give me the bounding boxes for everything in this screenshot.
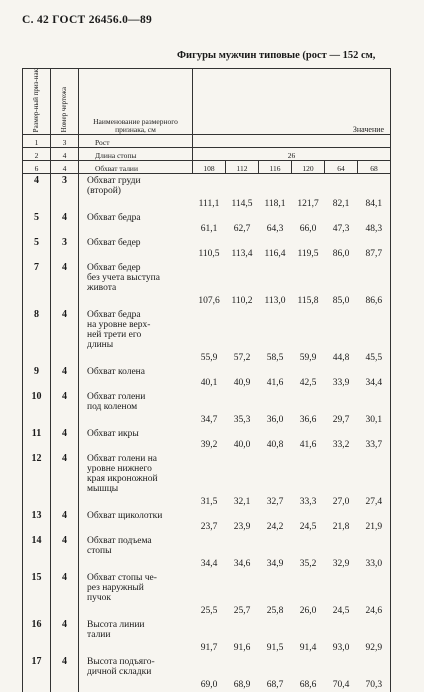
waist-value: 120 (292, 161, 325, 174)
name-line: Обхват щиколотки (87, 510, 163, 521)
cell-value: 68,6 (299, 680, 317, 691)
table-row (23, 308, 391, 365)
cell-value: 41,6 (266, 378, 284, 389)
cell-value: 59,9 (299, 353, 317, 364)
name-line: без учета выступа (87, 272, 160, 283)
cell-value: 62,7 (233, 224, 251, 235)
cell-name (79, 452, 193, 509)
cell-value: 44,8 (332, 353, 350, 364)
cell-name (79, 174, 193, 211)
cell-value: 121,7 (297, 199, 319, 210)
cell-value: 87,7 (358, 236, 391, 261)
cell-n2: 4 (51, 534, 79, 571)
cell-value: 110,2 (231, 296, 253, 307)
name-line: дичной складки (87, 666, 152, 677)
cell-value: 35,2 (299, 559, 317, 570)
cell-n2: 4 (51, 655, 79, 692)
cell-value: 70,3 (358, 655, 391, 692)
cell-value: 69,0 (200, 680, 218, 691)
cell-n1: 10 (23, 390, 51, 427)
cell-value: 91,4 (299, 643, 317, 654)
cell-value: 36,0 (266, 415, 284, 426)
cell-n2: 4 (51, 390, 79, 427)
cell-name (79, 509, 193, 534)
cell-value: 110,5 (198, 249, 220, 260)
col-feature-number-header: Размер-ный приз-нак (23, 69, 51, 135)
cell-value: 40,9 (233, 378, 251, 389)
cell-value: 35,3 (233, 415, 251, 426)
name-line: Обхват бедра (87, 212, 141, 223)
cell-n2: 4 (51, 571, 79, 618)
name-line: Обхват бедер (87, 262, 141, 273)
cell-value: 107,6 (198, 296, 220, 307)
cell-value: 24,5 (332, 606, 350, 617)
cell-n2: 3 (51, 135, 79, 148)
cell-value: 25,8 (266, 606, 284, 617)
cell-value: 118,1 (264, 199, 286, 210)
name-line: Высота подъяго- (87, 656, 155, 667)
cell-value: 47,3 (332, 224, 350, 235)
cell-value: 91,7 (200, 643, 218, 654)
cell-value: 34,7 (200, 415, 218, 426)
cell-name (79, 236, 193, 261)
name-line: под коленом (87, 401, 138, 412)
cell-value: 84,1 (358, 174, 391, 211)
col-part-number-header: Номер чертежа (51, 69, 79, 135)
cell-n1: 4 (23, 174, 51, 211)
cell-n1: 15 (23, 571, 51, 618)
name-line: живота (87, 283, 117, 294)
cell-n1: 17 (23, 655, 51, 692)
cell-value: 92,9 (358, 618, 391, 655)
cell-value: 93,0 (332, 643, 350, 654)
cell-value: 40,0 (233, 440, 251, 451)
table-row (23, 618, 391, 655)
cell-n1: 1 (23, 135, 51, 148)
cell-value: 68,9 (233, 680, 251, 691)
row-height (23, 135, 391, 148)
cell-n1: 5 (23, 236, 51, 261)
cell-value: 24,5 (299, 522, 317, 533)
measurements-table (22, 68, 391, 692)
cell-n1: 14 (23, 534, 51, 571)
cell-value: 36,6 (299, 415, 317, 426)
cell-value: 26,0 (299, 606, 317, 617)
row-waist (23, 161, 391, 174)
cell-n2: 4 (51, 452, 79, 509)
name-line: Обхват икры (87, 428, 139, 439)
cell-name (79, 308, 193, 365)
cell-name (79, 365, 193, 390)
cell-n2: 4 (51, 211, 79, 236)
cell-value: 55,9 (200, 353, 218, 364)
table-row (23, 236, 391, 261)
cell-value: 86,6 (358, 261, 391, 308)
waist-value: 64 (325, 161, 358, 174)
cell-value: 57,2 (233, 353, 251, 364)
cell-n1: 11 (23, 427, 51, 452)
cell-value: 64,3 (266, 224, 284, 235)
name-line: Обхват голени (87, 391, 146, 402)
table-row (23, 211, 391, 236)
table-row (23, 427, 391, 452)
cell-value: 40,1 (200, 378, 218, 389)
cell-value: 27,0 (332, 497, 350, 508)
cell-value: 25,7 (233, 606, 251, 617)
row-foot (23, 148, 391, 161)
cell-n1: 13 (23, 509, 51, 534)
table-row (23, 261, 391, 308)
cell-value: 33,9 (332, 378, 350, 389)
cell-n1: 6 (23, 161, 51, 174)
cell-n2: 4 (51, 161, 79, 174)
cell-value: 45,5 (358, 308, 391, 365)
table-row (23, 571, 391, 618)
cell-name: Длина стопы (79, 148, 193, 161)
cell-value: 32,1 (233, 497, 251, 508)
cell-n2: 4 (51, 148, 79, 161)
cell-value: 21,9 (358, 509, 391, 534)
cell-value: 33,0 (358, 534, 391, 571)
cell-n2: 4 (51, 427, 79, 452)
cell-value: 21,8 (332, 522, 350, 533)
cell-n1: 2 (23, 148, 51, 161)
cell-value: 115,8 (297, 296, 319, 307)
cell-value: 70,4 (332, 680, 350, 691)
table-row (23, 174, 391, 211)
cell-value: 86,0 (332, 249, 350, 260)
cell-value: 23,7 (200, 522, 218, 533)
cell-name (79, 211, 193, 236)
cell-value: 29,7 (332, 415, 350, 426)
name-line: Обхват колена (87, 366, 145, 377)
cell-name (79, 571, 193, 618)
table-row (23, 365, 391, 390)
cell-value: 26 (193, 148, 391, 161)
cell-value: 31,5 (200, 497, 218, 508)
cell-value: 34,4 (358, 365, 391, 390)
cell-value (193, 135, 391, 148)
cell-value: 34,6 (233, 559, 251, 570)
cell-value: 113,4 (231, 249, 253, 260)
cell-value: 30,1 (358, 390, 391, 427)
name-line: Обхват подъема (87, 535, 152, 546)
waist-value: 112 (226, 161, 259, 174)
cell-value: 39,2 (200, 440, 218, 451)
cell-value: 91,6 (233, 643, 251, 654)
name-line: стопы (87, 545, 112, 556)
cell-value: 24,6 (358, 571, 391, 618)
name-line: уровне нижнего (87, 463, 152, 474)
cell-value: 42,5 (299, 378, 317, 389)
cell-name (79, 427, 193, 452)
col-name-header: Наименование размерного признака, см (79, 69, 193, 135)
cell-value: 40,8 (266, 440, 284, 451)
name-line: Обхват стопы че- (87, 572, 157, 583)
name-line: ней трети его (87, 330, 142, 341)
cell-value: 33,3 (299, 497, 317, 508)
name-line: мышцы (87, 484, 119, 495)
cell-n1: 9 (23, 365, 51, 390)
cell-name: Рост (79, 135, 193, 148)
name-line: длины (87, 340, 114, 351)
cell-value: 91,5 (266, 643, 284, 654)
cell-n1: 8 (23, 308, 51, 365)
cell-n2: 4 (51, 308, 79, 365)
cell-n2: 4 (51, 509, 79, 534)
cell-n2: 4 (51, 365, 79, 390)
cell-n2: 3 (51, 174, 79, 211)
col-value-header: Значение (193, 69, 391, 135)
name-line: Обхват голени на (87, 453, 158, 464)
table-caption: Фигуры мужчин типовые (рост — 152 см, (177, 50, 376, 61)
cell-value: 41,6 (299, 440, 317, 451)
name-line: Обхват бедер (87, 237, 141, 248)
cell-n1: 7 (23, 261, 51, 308)
header-row (23, 69, 391, 135)
cell-name (79, 534, 193, 571)
cell-name (79, 261, 193, 308)
cell-value: 85,0 (332, 296, 350, 307)
cell-value: 34,9 (266, 559, 284, 570)
cell-n2: 4 (51, 261, 79, 308)
cell-value: 48,3 (358, 211, 391, 236)
cell-name (79, 618, 193, 655)
name-line: Обхват бедра (87, 309, 141, 320)
name-line: на уровне верх- (87, 319, 151, 330)
cell-n2: 4 (51, 618, 79, 655)
cell-value: 114,5 (231, 199, 253, 210)
name-line: талии (87, 629, 111, 640)
waist-value: 108 (193, 161, 226, 174)
table-row (23, 655, 391, 692)
name-line: пучок (87, 593, 111, 604)
cell-name (79, 655, 193, 692)
waist-value: 116 (259, 161, 292, 174)
cell-value: 25,5 (200, 606, 218, 617)
cell-value: 116,4 (264, 249, 286, 260)
table-row (23, 390, 391, 427)
cell-name: Обхват талии (79, 161, 193, 174)
cell-value: 68,7 (266, 680, 284, 691)
name-line: рез наружный (87, 582, 144, 593)
cell-value: 82,1 (332, 199, 350, 210)
cell-value: 58,5 (266, 353, 284, 364)
name-line: Обхват груди (87, 176, 141, 187)
cell-value: 111,1 (198, 199, 220, 210)
cell-n1: 12 (23, 452, 51, 509)
cell-n1: 16 (23, 618, 51, 655)
cell-n2: 3 (51, 236, 79, 261)
cell-value: 24,2 (266, 522, 284, 533)
cell-value: 113,0 (264, 296, 286, 307)
cell-value: 32,9 (332, 559, 350, 570)
cell-value: 119,5 (297, 249, 319, 260)
cell-value: 23,9 (233, 522, 251, 533)
table-row (23, 509, 391, 534)
table-row (23, 534, 391, 571)
cell-value: 61,1 (200, 224, 218, 235)
waist-value: 68 (358, 161, 391, 174)
table-row (23, 452, 391, 509)
cell-value: 33,2 (332, 440, 350, 451)
cell-value: 33,7 (358, 427, 391, 452)
name-line: Высота линии (87, 619, 145, 630)
name-line: (второй) (87, 186, 121, 197)
name-line: края икроножной (87, 474, 158, 485)
cell-value: 27,4 (358, 452, 391, 509)
cell-value: 32,7 (266, 497, 284, 508)
cell-value: 34,4 (200, 559, 218, 570)
cell-n1: 5 (23, 211, 51, 236)
cell-value: 66,0 (299, 224, 317, 235)
page-header: С. 42 ГОСТ 26456.0—89 (22, 14, 153, 26)
cell-name (79, 390, 193, 427)
